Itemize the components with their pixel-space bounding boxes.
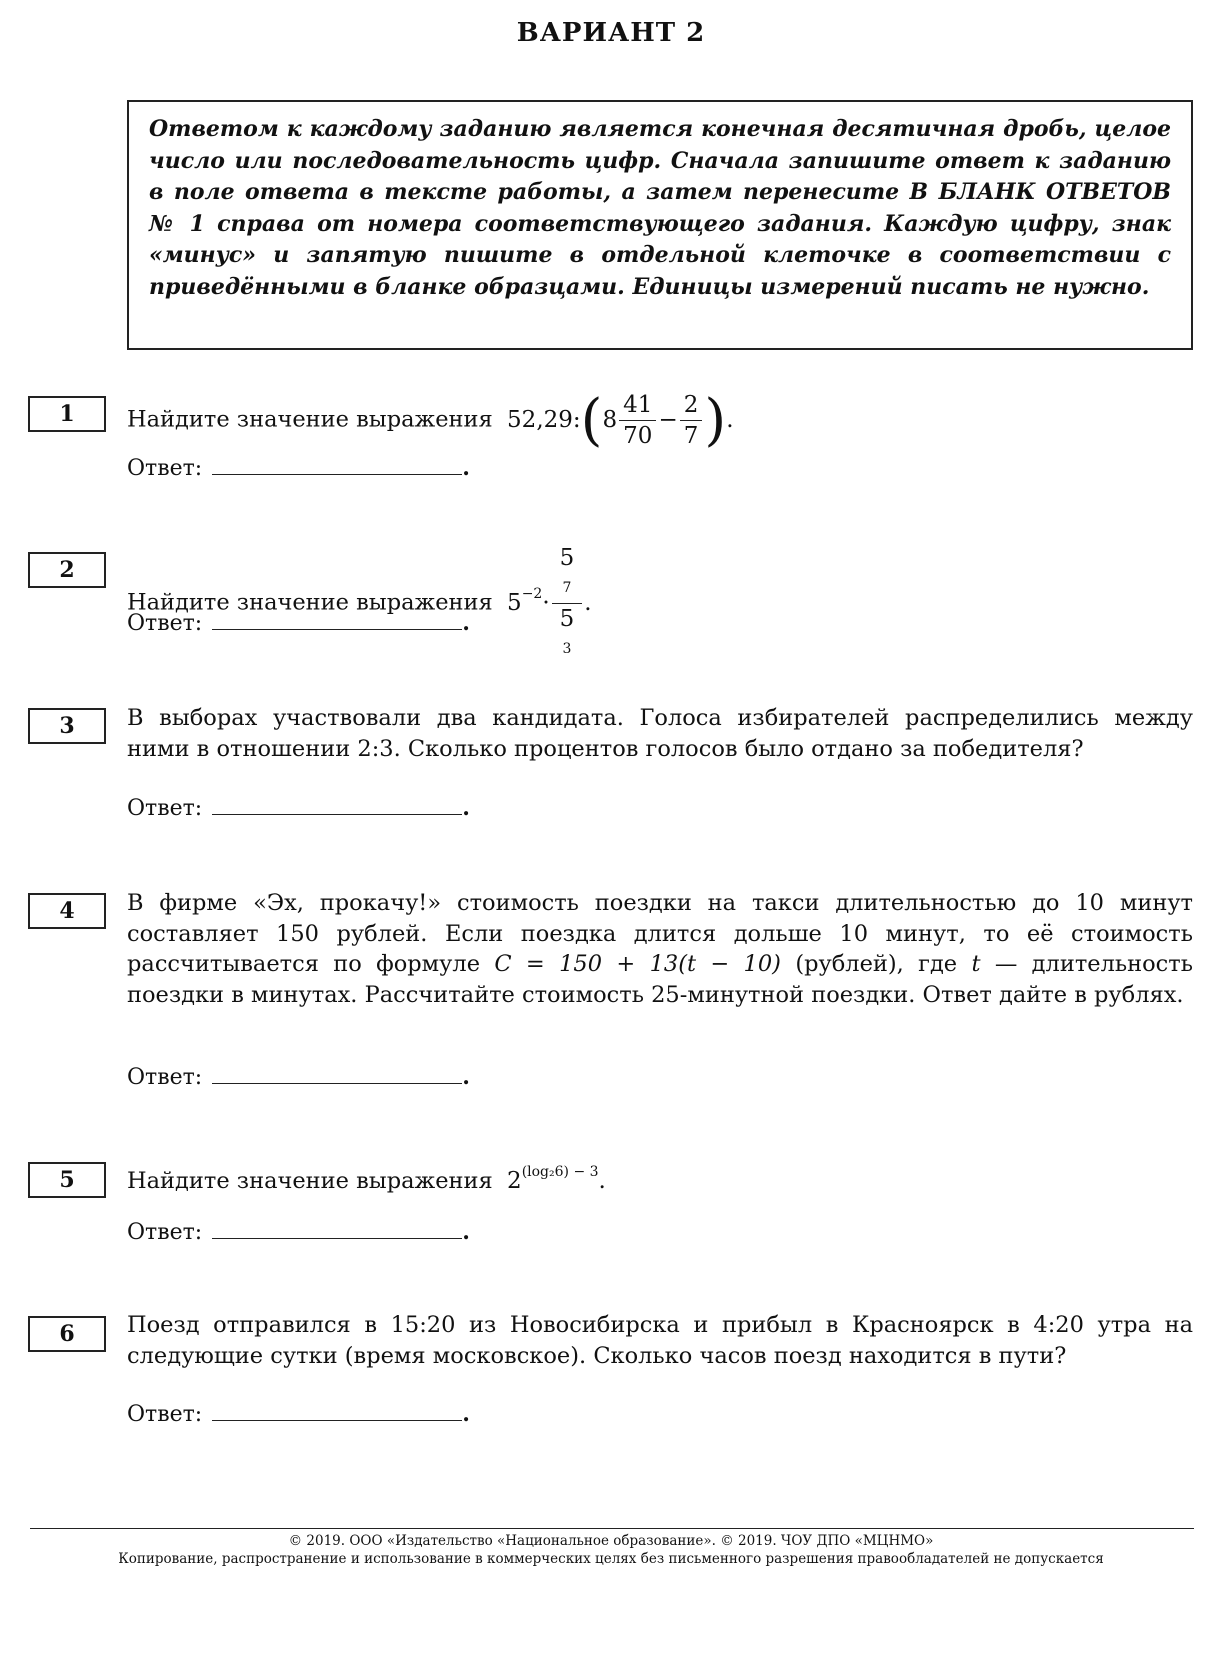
answer-field[interactable]: Ответ: . — [127, 1401, 470, 1427]
task-question: Найдите значение выражения — [127, 406, 493, 433]
base: 5 — [507, 589, 522, 616]
footer-copyright: © 2019. ООО «Издательство «Национальное образование». © 2019. ЧОУ ДПО «МЦНМО» — [288, 1533, 934, 1549]
page-title: ВАРИАНТ 2 — [516, 18, 706, 48]
math-expression: $2^{(log_26) - 3}$. — [507, 1164, 606, 1194]
variable: t — [971, 951, 981, 977]
answer-field[interactable]: Ответ: . — [127, 610, 470, 636]
answer-label: Ответ: — [127, 456, 203, 481]
math-expression: $5^{-2}\cdot$ 5 7 5 3 . — [507, 590, 592, 616]
dividend: 52,29 — [507, 406, 573, 433]
answer-line[interactable] — [212, 1063, 462, 1084]
answer-field[interactable]: Ответ: . — [127, 455, 470, 481]
task-text — [127, 888, 1193, 1010]
answer-label: Ответ: — [127, 1220, 203, 1245]
footer-notice: Копирование, распространение и использование в коммерческих целях без письменного разрешения правообладателей не допускается — [118, 1551, 1104, 1567]
task-question: Найдите значение выражения — [127, 1168, 493, 1194]
math-expression: 52,29:(8 $\frac{41}{70}$ − $\frac{2}{7}$ ). — [507, 387, 734, 453]
answer-line[interactable] — [212, 609, 462, 630]
task-number: 2 — [28, 552, 106, 588]
task-text: Поезд отправился в 15:20 из Новосибирска и прибыл в Красноярск в 4:20 утра на следующие сутки (время московское). Сколько часов поезд находится в пути? — [127, 1312, 1193, 1369]
task-number: 1 — [28, 396, 106, 432]
answer-label: Ответ: — [127, 796, 203, 821]
answer-line[interactable] — [212, 1218, 462, 1239]
fraction — [552, 543, 583, 664]
exponent: −2 — [521, 585, 543, 602]
numerator: 2 — [680, 390, 703, 421]
task-text-part: В фирме «Эх, прокачу!» стоимость поездки на такси длительностью до 10 минут составляет 150 рублей. Если поездка длится дольше 10 минут, то её стоимость рассчитывается по формуле — [127, 890, 1193, 977]
task-number: 6 — [28, 1316, 106, 1352]
task-text: В выборах участвовали два кандидата. Голоса избирателей распределились между ними в отношении 2:3. Сколько процентов голосов было отдано за победителя? — [127, 705, 1193, 762]
exponent: (log₂6) − 3 — [521, 1164, 599, 1180]
answer-line[interactable] — [212, 454, 462, 475]
numerator: 5 7 — [552, 543, 583, 604]
task-number: 5 — [28, 1162, 106, 1198]
answer-label: Ответ: — [127, 1065, 203, 1090]
denominator: 7 — [683, 423, 699, 449]
fraction-2 — [680, 390, 703, 451]
formula: C = 150 + 13(t − 10) — [494, 951, 781, 977]
instructions-box: Ответом к каждому заданию является конечная десятичная дробь, целое число или последовательность цифр. Сначала запишите ответ к заданию в поле ответа в тексте работы, а затем перенесите В БЛАНК ОТВЕТОВ № 1 справа от номера соответствующего задания. Каждую цифру, знак «минус» и запятую пишите в отдельной клеточке в соответствии с приведёнными в бланке образцами. Единицы измерений писать не нужно. — [127, 100, 1193, 350]
task-question: Найдите значение выражения — [127, 589, 493, 616]
task-text — [127, 387, 734, 453]
denominator: 70 — [623, 423, 653, 449]
answer-line[interactable] — [212, 794, 462, 815]
base: 2 — [507, 1168, 522, 1194]
right-paren: ) — [704, 387, 727, 453]
fraction-1 — [619, 390, 656, 451]
task-number: 4 — [28, 893, 106, 929]
answer-field[interactable]: Ответ: . — [127, 795, 470, 821]
task-text-part: — длительность поездки в минутах. Рассчитайте стоимость 25-минутной поездки. Ответ дайте в рублях. — [127, 951, 1193, 1008]
answer-line[interactable] — [212, 1400, 462, 1421]
numerator: 41 — [619, 390, 656, 421]
task-text — [127, 1157, 606, 1197]
left-paren: ( — [580, 387, 603, 453]
denominator: 5 3 — [559, 606, 575, 657]
answer-field[interactable]: Ответ: . — [127, 1064, 470, 1090]
answer-field[interactable]: Ответ: . — [127, 1219, 470, 1245]
answer-label: Ответ: — [127, 1402, 203, 1427]
task-number: 3 — [28, 708, 106, 744]
task-text-part: (рублей), где — [795, 951, 958, 977]
task-text — [127, 543, 592, 664]
footer-divider — [30, 1528, 1194, 1529]
whole-part: 8 — [602, 406, 618, 433]
answer-label: Ответ: — [127, 611, 203, 636]
